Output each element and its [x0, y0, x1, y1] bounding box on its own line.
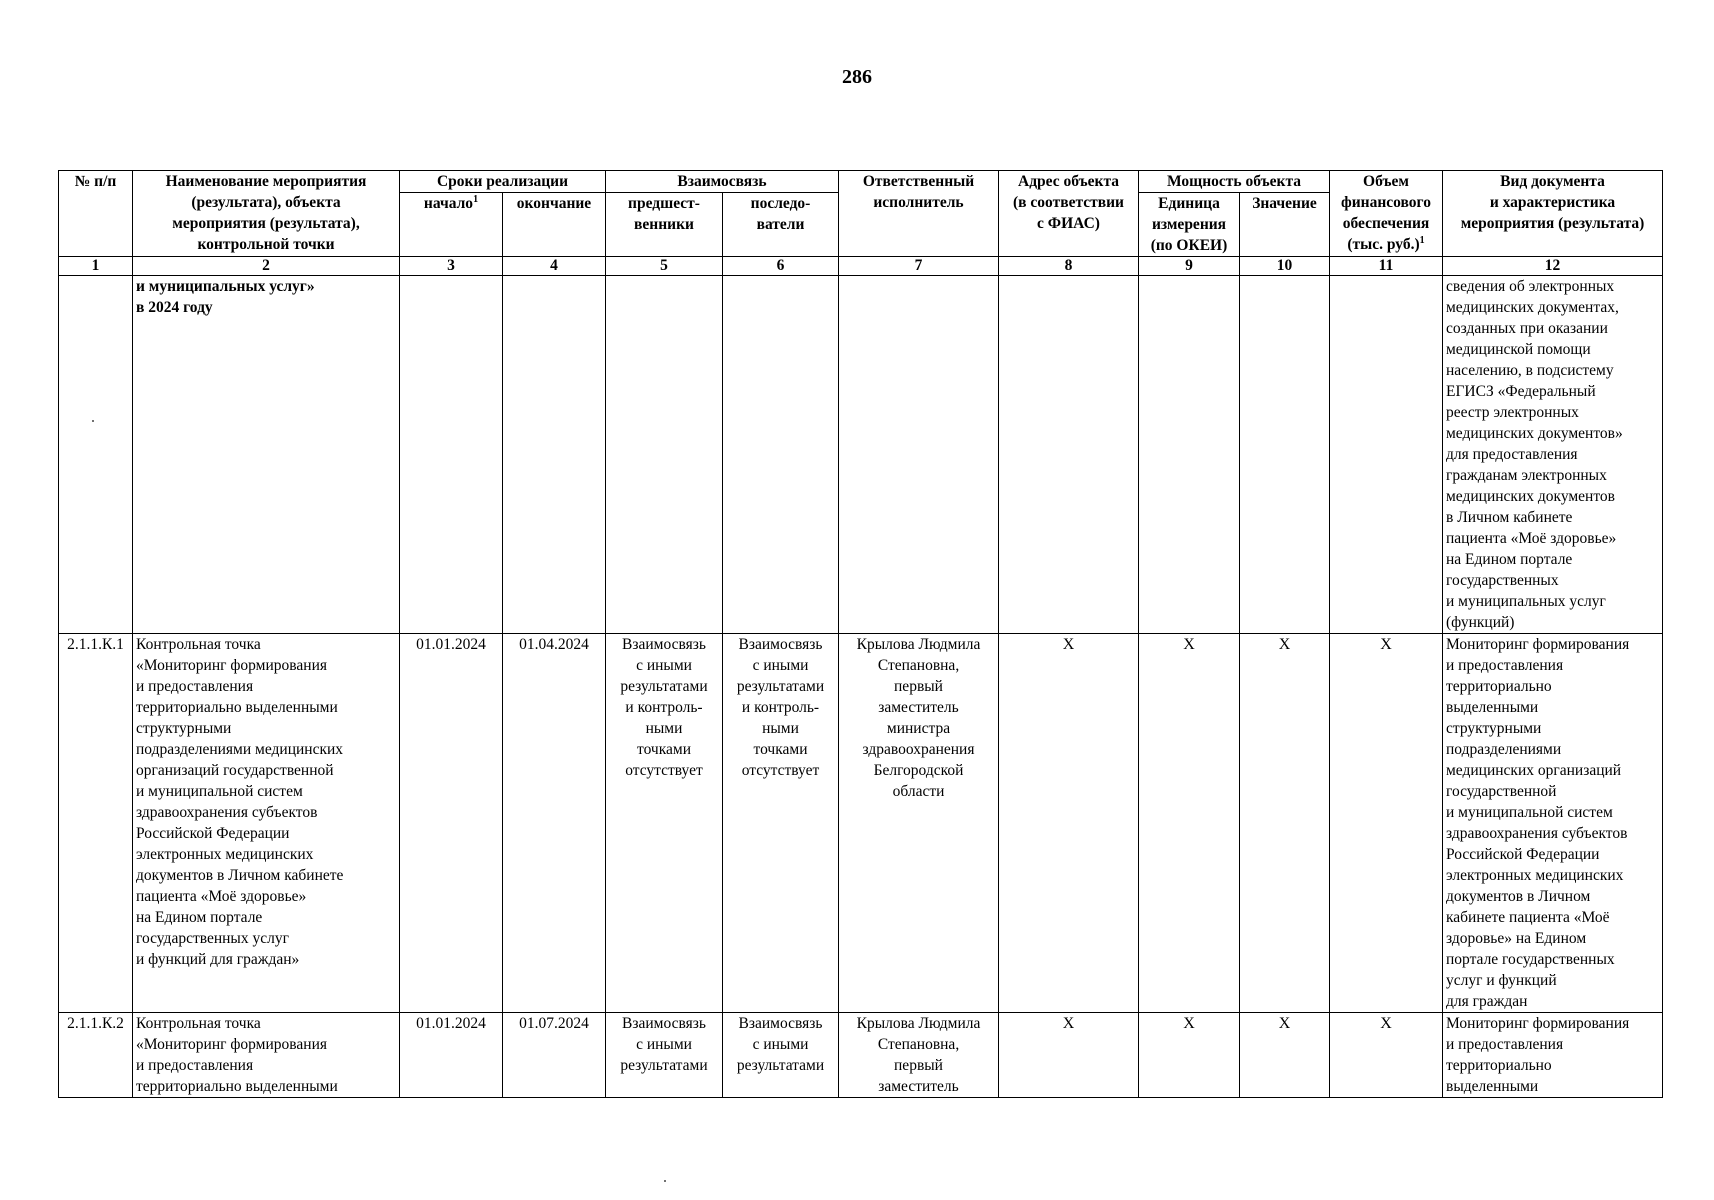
- row-end: 01.04.2024: [503, 634, 606, 1013]
- header-col-terms: Сроки реализации: [400, 171, 606, 193]
- row-end: [503, 276, 606, 634]
- column-number: 3: [400, 257, 503, 276]
- row-succ: Взаимосвязь с иными результатами: [723, 1013, 839, 1098]
- header-col-value: Значение: [1240, 193, 1330, 257]
- row-doc: Мониторинг формирования и предоставления территориально выделенными структурными подразделениями медицинских организаций государственной и муниципальной систем здравоохранения субъектов Российской Федерации электронных медицинских документов в Личном кабинете пациента «Моё здоровье» на Едином портале государственных услуг и функций для граждан: [1443, 634, 1663, 1013]
- column-number: 10: [1240, 257, 1330, 276]
- row-value: [1240, 276, 1330, 634]
- row-num: 2.1.1.К.2: [59, 1013, 133, 1098]
- row-value: Х: [1240, 1013, 1330, 1098]
- header-row-1: [59, 171, 1663, 193]
- column-number: 5: [606, 257, 723, 276]
- row-finance: [1330, 276, 1443, 634]
- scan-speck: [92, 420, 94, 422]
- header-col-unit: Единица измерения (по ОКЕИ): [1139, 193, 1240, 257]
- header-col-address: Адрес объекта (в соответствии с ФИАС): [999, 171, 1139, 257]
- column-number: 8: [999, 257, 1139, 276]
- row-address: Х: [999, 634, 1139, 1013]
- header-col-finance: Объем финансового обеспечения (тыс. руб.)$^1$: [1330, 171, 1443, 257]
- table-row: [59, 634, 1663, 1013]
- header-col-relation: Взаимосвязь: [606, 171, 839, 193]
- row-start: 01.01.2024: [400, 1013, 503, 1098]
- row-finance: Х: [1330, 1013, 1443, 1098]
- row-start: 01.01.2024: [400, 634, 503, 1013]
- row-pred: Взаимосвязь с иными результатами и контроль- ными точками отсутствует: [606, 634, 723, 1013]
- row-num: [59, 276, 133, 634]
- header-col-pred: предшест- венники: [606, 193, 723, 257]
- column-number: 9: [1139, 257, 1240, 276]
- activities-table: [58, 170, 1663, 1098]
- column-number: 12: [1443, 257, 1663, 276]
- row-num: 2.1.1.К.1: [59, 634, 133, 1013]
- row-address: [999, 276, 1139, 634]
- page-number: 286: [842, 66, 872, 88]
- header-col-capacity: Мощность объекта: [1139, 171, 1330, 193]
- scan-speck: [664, 1180, 666, 1182]
- row-responsible: Крылова Людмила Степановна, первый заместитель министра здравоохранения Белгородской области: [839, 634, 999, 1013]
- row-address: Х: [999, 1013, 1139, 1098]
- row-name: и муниципальных услуг» в 2024 году: [133, 276, 400, 634]
- header-col-responsible: Ответственный исполнитель: [839, 171, 999, 257]
- header-col-start: начало$^1$: [400, 193, 503, 257]
- row-name: Контрольная точка «Мониторинг формирования и предоставления территориально выделенными структурными подразделениями медицинских организаций государственной и муниципальной систем здравоохранения субъектов Российской Федерации электронных медицинских документов в Личном кабинете пациента «Моё здоровье» на Едином портале государственных услуг и функций для граждан»: [133, 634, 400, 1013]
- row-succ: [723, 276, 839, 634]
- column-number: 1: [59, 257, 133, 276]
- header-col-succ: последо- ватели: [723, 193, 839, 257]
- row-name: Контрольная точка «Мониторинг формирования и предоставления территориально выделенными: [133, 1013, 400, 1098]
- row-finance: Х: [1330, 634, 1443, 1013]
- column-number: 11: [1330, 257, 1443, 276]
- row-pred: Взаимосвязь с иными результатами: [606, 1013, 723, 1098]
- header-col-num: № п/п: [59, 171, 133, 257]
- column-number: 4: [503, 257, 606, 276]
- row-unit: [1139, 276, 1240, 634]
- column-number: 2: [133, 257, 400, 276]
- row-start: [400, 276, 503, 634]
- row-pred: [606, 276, 723, 634]
- column-number: 7: [839, 257, 999, 276]
- header-col-doc: Вид документа и характеристика мероприятия (результата): [1443, 171, 1663, 257]
- table-row: [59, 276, 1663, 634]
- table-row: [59, 1013, 1663, 1098]
- row-doc: сведения об электронных медицинских документах, созданных при оказании медицинской помощи населению, в подсистему ЕГИСЗ «Федеральный реестр электронных медицинских документов» для предоставления гражданам электронных медицинских документов в Личном кабинете пациента «Моё здоровье» на Едином портале государственных и муниципальных услуг (функций): [1443, 276, 1663, 634]
- header-col-name: Наименование мероприятия (результата), объекта мероприятия (результата), контрольной точки: [133, 171, 400, 257]
- row-responsible: [839, 276, 999, 634]
- row-responsible: Крылова Людмила Степановна, первый заместитель: [839, 1013, 999, 1098]
- row-end: 01.07.2024: [503, 1013, 606, 1098]
- column-number: 6: [723, 257, 839, 276]
- column-numbers-row: [59, 257, 1663, 276]
- row-unit: Х: [1139, 1013, 1240, 1098]
- header-col-end: окончание: [503, 193, 606, 257]
- row-doc: Мониторинг формирования и предоставления территориально выделенными: [1443, 1013, 1663, 1098]
- row-unit: Х: [1139, 634, 1240, 1013]
- row-succ: Взаимосвязь с иными результатами и контроль- ными точками отсутствует: [723, 634, 839, 1013]
- row-value: Х: [1240, 634, 1330, 1013]
